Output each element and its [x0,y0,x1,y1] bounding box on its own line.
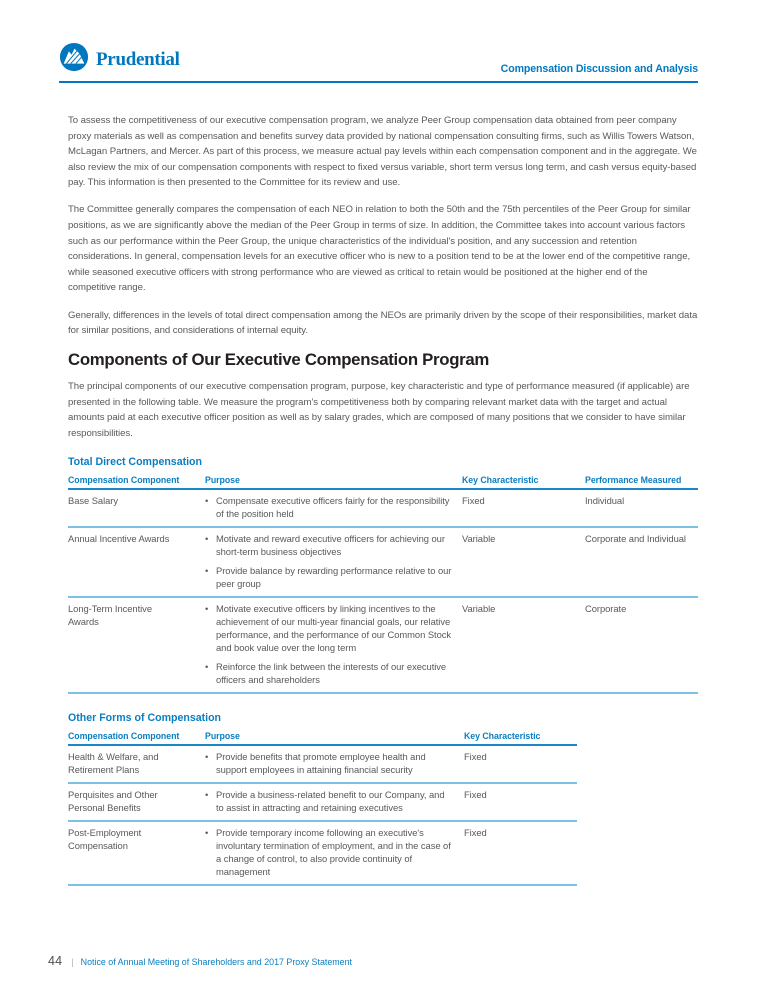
cell-compensation-component: Perquisites and Other Personal Benefits [68,783,205,821]
bullet-text: Reinforce the link between the interests of our executive officers and shareholders [216,660,447,685]
column-header: Compensation Component [68,475,205,489]
column-header: Compensation Component [68,731,205,745]
bullet-text: Compensate executive officers fairly for the responsibility of the position held [216,494,450,519]
purpose-bullet-item [205,494,452,520]
bullet-icon: • [205,602,209,614]
section-title: Compensation Discussion and Analysis [500,63,698,75]
cell-purpose [205,597,462,693]
bullet-text: Provide benefits that promote employee health and support employees in attaining financial security [216,750,426,775]
footer-label: Notice of Annual Meeting of Shareholders and 2017 Proxy Statement [80,957,353,967]
footer-divider: | [71,957,74,967]
cell-purpose [205,821,464,885]
main-heading: Components of Our Executive Compensation Program [68,350,490,370]
table-title-other-forms-of-compensation: Other Forms of Compensation [68,711,222,724]
bullet-icon: • [205,826,209,838]
brand-wordmark: Prudential [96,48,180,70]
bullet-icon: • [205,750,209,762]
cell-purpose [205,745,464,783]
cell-performance-measured: Individual [585,489,698,527]
table-row [68,597,698,693]
table-row [68,527,698,597]
cell-compensation-component: Annual Incentive Awards [68,527,205,597]
purpose-bullet-item [205,788,454,814]
cell-compensation-component: Post-Employment Compensation [68,821,205,885]
cell-performance-measured: Corporate [585,597,698,693]
bullet-text: Motivate and reward executive officers for achieving our short-term business objectives [216,532,445,557]
table-header-row [68,475,698,489]
cell-compensation-component: Long-Term Incentive Awards [68,597,205,693]
bullet-icon: • [205,660,209,672]
bullet-text: Provide balance by rewarding performance relative to our peer group [216,564,452,589]
column-header: Purpose [205,731,464,745]
table-row [68,783,577,821]
header-rule [59,81,698,83]
purpose-bullet-item [205,826,454,878]
bullet-icon: • [205,494,209,506]
paragraph: The Committee generally compares the compensation of each NEO in relation to both the 50th and the 75th percentiles of the Peer Group for similar positions, as we are significantly above the median of the Peer Group in terms of size. In addition, the Committee takes into account various factors such as our performance within the Peer Group, the unique characteristics of the individual's position, and any succession and retention considerations. In general, compensation levels for an executive officer who is new to a position tend to be at the lower end of the competitive range, while seasoned executive officers with strong performance who are viewed as critical to retain would be positioned at the higher end of the competitive range. [68,204,691,294]
column-header: Performance Measured [585,475,698,489]
purpose-bullet-item [205,750,454,776]
cell-key-characteristic: Variable [462,597,585,693]
table-row [68,489,698,527]
purpose-bullet-item [205,660,452,686]
cell-purpose [205,489,462,527]
cell-purpose [205,783,464,821]
bullet-icon: • [205,532,209,544]
purpose-bullet-item [205,564,452,590]
table-row [68,821,577,885]
column-header: Purpose [205,475,462,489]
bullet-icon: • [205,788,209,800]
prudential-rock-icon [59,42,89,77]
table-row [68,745,577,783]
cell-key-characteristic: Fixed [464,821,577,885]
bullet-text: Motivate executive officers by linking incentives to the achievement of our multi-year financial goals, our relative performance, and the performance of our Common Stock and book value over the long term [216,602,452,653]
paragraph: To assess the competitiveness of our executive compensation program, we analyze Peer Group compensation data obtained from peer company proxy materials as well as compensation and benefits survey data provided by national compensation consulting firms, such as Willis Towers Watson, McLagan Partners, and Mercer. As part of this process, we measure actual pay levels within each compensation component and in the aggregate. We also review the mix of our compensation components with respect to fixed versus variable, short term versus long term, and cash versus equity-based pay. This information is then presented to the Committee for its review and use. [68,115,697,189]
cell-key-characteristic: Fixed [464,745,577,783]
column-header: Key Characteristic [462,475,585,489]
paragraph: The principal components of our executive compensation program, purpose, key characteristic and type of performance measured (if applicable) are presented in the following table. We measure the program’s competitiveness both by comparing relevant market data with the target and actual amounts paid at each executive officer position as well as by salary grades, which are composed of many positions that we consider to have similar responsibilities. [68,381,690,439]
cell-key-characteristic: Fixed [462,489,585,527]
column-header: Key Characteristic [464,731,577,745]
purpose-bullet-item [205,532,452,558]
cell-performance-measured: Corporate and Individual [585,527,698,597]
purpose-bullet-item [205,602,452,654]
bullet-text: Provide a business-related benefit to our Company, and to assist in attracting and retaining executives [216,788,445,813]
bullet-text: Provide temporary income following an executive's involuntary termination of employment, and in the case of a change of control, to also provide continuity of management [216,826,451,877]
page-header [59,42,698,77]
cell-purpose [205,527,462,597]
cell-compensation-component: Base Salary [68,489,205,527]
cell-key-characteristic: Variable [462,527,585,597]
page-footer [48,954,352,968]
paragraph: Generally, differences in the levels of total direct compensation among the NEOs are primarily driven by the scope of their responsibilities, market data for similar positions, and considerations of internal equity. [68,309,698,337]
cell-compensation-component: Health & Welfare, and Retirement Plans [68,745,205,783]
table-title-total-direct-compensation: Total Direct Compensation [68,455,203,468]
table-header-row [68,731,577,745]
page-content [68,113,698,886]
cell-key-characteristic: Fixed [464,783,577,821]
total-direct-compensation-table [68,475,698,694]
page-number: 44 [48,954,63,968]
bullet-icon: • [205,564,209,576]
other-forms-of-compensation-table [68,731,577,886]
